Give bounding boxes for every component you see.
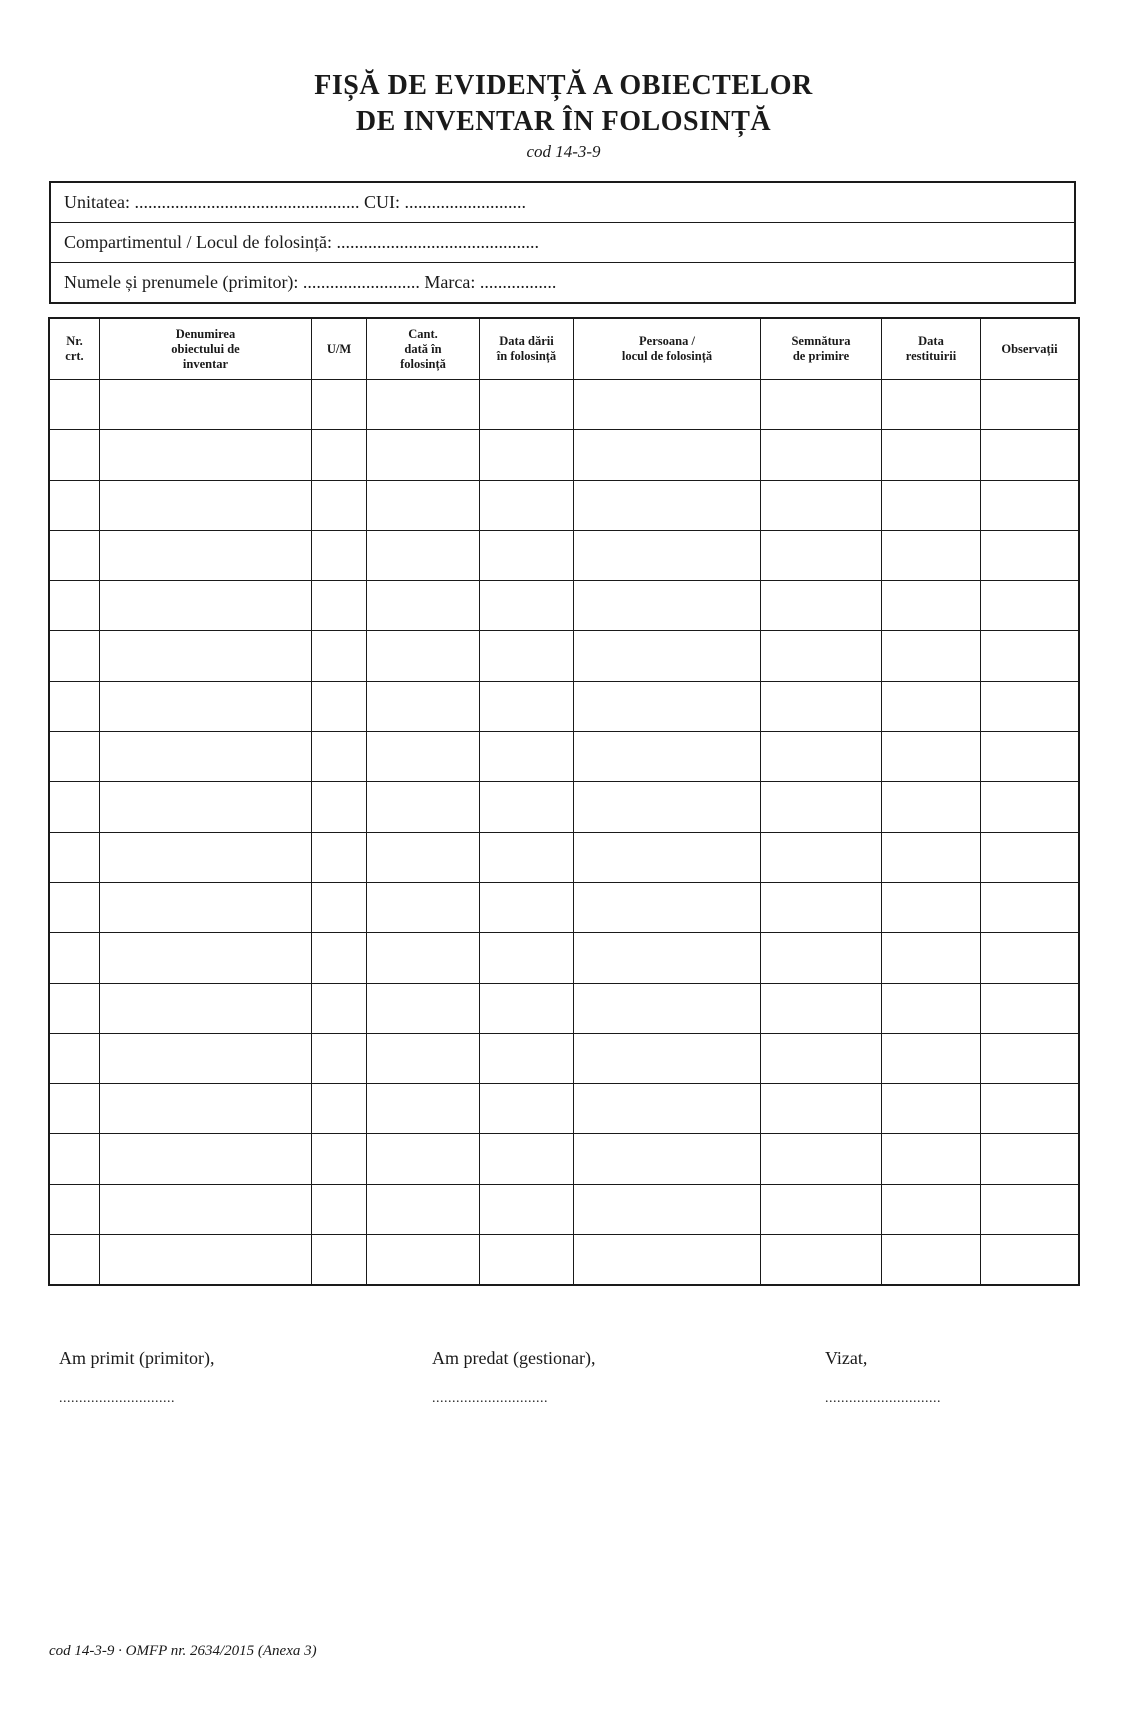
table-cell[interactable] [981, 681, 1079, 731]
table-cell[interactable] [312, 782, 367, 832]
table-cell[interactable] [480, 681, 574, 731]
table-cell[interactable] [981, 1134, 1079, 1184]
table-cell[interactable] [480, 1184, 574, 1234]
table-cell[interactable] [882, 1235, 981, 1285]
table-cell[interactable] [367, 782, 480, 832]
form-title [0, 68, 1127, 140]
table-cell[interactable] [574, 1184, 761, 1234]
table-cell[interactable] [367, 1235, 480, 1285]
footer-note: cod 14-3-9 · OMFP nr. 2634/2015 (Anexa 3) [49, 1643, 317, 1659]
table-body [50, 380, 1079, 1285]
table-cell[interactable] [574, 430, 761, 480]
table-cell[interactable] [480, 1235, 574, 1285]
table-cell[interactable] [367, 430, 480, 480]
table-cell[interactable] [981, 631, 1079, 681]
inventory-table [49, 318, 1079, 1285]
table-cell[interactable] [312, 1084, 367, 1134]
table-cell[interactable] [367, 530, 480, 580]
table-cell[interactable] [480, 782, 574, 832]
table-cell[interactable] [480, 983, 574, 1033]
table-cell[interactable] [574, 882, 761, 932]
table-cell[interactable] [480, 380, 574, 430]
recipient-field[interactable]: Numele și prenumele (primitor): .......................... Marca: ................. [64, 272, 557, 292]
received-label: Am primit (primitor), [59, 1348, 215, 1368]
approved-label: Vizat, [825, 1348, 868, 1368]
table-cell[interactable] [367, 882, 480, 932]
table-row [50, 631, 1079, 681]
table-cell[interactable] [761, 1084, 882, 1134]
table-cell[interactable] [50, 1134, 100, 1184]
table-cell[interactable] [50, 1033, 100, 1083]
table-cell[interactable] [761, 1134, 882, 1184]
table-cell[interactable] [574, 1235, 761, 1285]
title-line-2: DE INVENTAR ÎN FOLOSINȚĂ [355, 106, 772, 137]
table-row [50, 480, 1079, 530]
table-cell[interactable] [761, 1033, 882, 1083]
table-cell[interactable] [480, 933, 574, 983]
table-cell[interactable] [312, 631, 367, 681]
table-cell[interactable] [50, 1235, 100, 1285]
table-cell[interactable] [981, 882, 1079, 932]
table-cell[interactable] [981, 1235, 1079, 1285]
table-cell[interactable] [312, 882, 367, 932]
table-cell[interactable] [367, 1033, 480, 1083]
info-box [49, 181, 1076, 304]
col-header-quantity: Cant. dată în folosință [367, 319, 480, 380]
table-row [50, 380, 1079, 430]
table-cell[interactable] [50, 480, 100, 530]
col-header-return-date: Data restituirii [882, 319, 981, 380]
table-cell[interactable] [367, 1184, 480, 1234]
table-row [50, 1184, 1079, 1234]
table-row [50, 1235, 1079, 1285]
table-header-row [50, 319, 1079, 380]
table-cell[interactable] [882, 782, 981, 832]
table-cell[interactable] [50, 1184, 100, 1234]
table-cell[interactable] [574, 1033, 761, 1083]
table-cell[interactable] [981, 1084, 1079, 1134]
col-header-nr: Nr. crt. [50, 319, 100, 380]
table-cell[interactable] [312, 1033, 367, 1083]
table-cell[interactable] [981, 480, 1079, 530]
table-cell[interactable] [882, 581, 981, 631]
table-cell[interactable] [882, 832, 981, 882]
table-cell[interactable] [367, 983, 480, 1033]
table-cell[interactable] [981, 430, 1079, 480]
table-cell[interactable] [574, 1084, 761, 1134]
table-cell[interactable] [50, 832, 100, 882]
table-cell[interactable] [574, 832, 761, 882]
table-cell[interactable] [761, 782, 882, 832]
table-cell[interactable] [574, 480, 761, 530]
table-cell[interactable] [480, 882, 574, 932]
table-cell[interactable] [312, 983, 367, 1033]
table-cell[interactable] [50, 430, 100, 480]
table-cell[interactable] [882, 631, 981, 681]
signature-approved [825, 1348, 941, 1407]
table-row [50, 430, 1079, 480]
table-cell[interactable] [882, 380, 981, 430]
table-cell[interactable] [100, 1084, 312, 1134]
table-cell[interactable] [367, 581, 480, 631]
table-cell[interactable] [50, 380, 100, 430]
table-cell[interactable] [480, 480, 574, 530]
table-cell[interactable] [761, 732, 882, 782]
table-cell[interactable] [312, 430, 367, 480]
table-cell[interactable] [100, 480, 312, 530]
table-cell[interactable] [50, 732, 100, 782]
table-cell[interactable] [100, 430, 312, 480]
table-cell[interactable] [480, 581, 574, 631]
table-cell[interactable] [480, 430, 574, 480]
table-cell[interactable] [480, 530, 574, 580]
table-row [50, 732, 1079, 782]
table-cell[interactable] [480, 1134, 574, 1184]
table-cell[interactable] [312, 1184, 367, 1234]
table-cell[interactable] [882, 933, 981, 983]
table-cell[interactable] [100, 1134, 312, 1184]
received-signature-line[interactable]: ............................. [59, 1391, 175, 1406]
table-cell[interactable] [312, 933, 367, 983]
table-cell[interactable] [882, 1033, 981, 1083]
table-cell[interactable] [981, 581, 1079, 631]
table-cell[interactable] [981, 983, 1079, 1033]
table-cell[interactable] [480, 1033, 574, 1083]
table-cell[interactable] [50, 530, 100, 580]
table-cell[interactable] [882, 1084, 981, 1134]
col-header-issue-date: Data dării în folosință [480, 319, 574, 380]
table-cell[interactable] [100, 1235, 312, 1285]
table-cell[interactable] [761, 882, 882, 932]
form-code: cod 14-3-9 [526, 142, 601, 161]
table-cell[interactable] [100, 581, 312, 631]
table-cell[interactable] [50, 681, 100, 731]
table-cell[interactable] [312, 581, 367, 631]
table-cell[interactable] [761, 631, 882, 681]
table-row [50, 882, 1079, 932]
table-cell[interactable] [574, 530, 761, 580]
table-cell[interactable] [367, 480, 480, 530]
table-cell[interactable] [761, 983, 882, 1033]
table-cell[interactable] [981, 380, 1079, 430]
table-row [50, 782, 1079, 832]
table-cell[interactable] [574, 631, 761, 681]
table-cell[interactable] [574, 581, 761, 631]
handed-signature-line[interactable]: ............................. [432, 1391, 548, 1406]
table-cell[interactable] [312, 732, 367, 782]
table-cell[interactable] [312, 480, 367, 530]
col-header-unit: U/M [312, 319, 367, 380]
table-row [50, 933, 1079, 983]
table-cell[interactable] [100, 530, 312, 580]
table-cell[interactable] [100, 882, 312, 932]
department-field[interactable]: Compartimentul / Locul de folosință: ............................................. [51, 223, 1074, 263]
table-cell[interactable] [761, 681, 882, 731]
col-header-person-location: Persoana / locul de folosință [574, 319, 761, 380]
table-cell[interactable] [50, 782, 100, 832]
table-row [50, 983, 1079, 1033]
table-cell[interactable] [50, 631, 100, 681]
col-header-item-name: Denumirea obiectului de inventar [100, 319, 312, 380]
col-header-remarks: Observații [981, 319, 1079, 380]
table-cell[interactable] [367, 631, 480, 681]
table-cell[interactable] [574, 782, 761, 832]
table-cell[interactable] [574, 732, 761, 782]
table-cell[interactable] [50, 882, 100, 932]
table-cell[interactable] [100, 732, 312, 782]
table-cell[interactable] [574, 1134, 761, 1184]
table-cell[interactable] [100, 782, 312, 832]
table-cell[interactable] [480, 732, 574, 782]
table-cell[interactable] [882, 882, 981, 932]
table-cell[interactable] [882, 430, 981, 480]
table-cell[interactable] [50, 1084, 100, 1134]
table-row [50, 1084, 1079, 1134]
table-cell[interactable] [50, 983, 100, 1033]
table-cell[interactable] [574, 933, 761, 983]
table-cell[interactable] [367, 1134, 480, 1184]
table-cell[interactable] [312, 1235, 367, 1285]
table-cell[interactable] [761, 530, 882, 580]
table-row [50, 581, 1079, 631]
table-cell[interactable] [574, 681, 761, 731]
table-cell[interactable] [981, 1033, 1079, 1083]
table-cell[interactable] [367, 732, 480, 782]
table-cell[interactable] [480, 832, 574, 882]
table-cell[interactable] [761, 1235, 882, 1285]
table-cell[interactable] [761, 832, 882, 882]
table-cell[interactable] [312, 681, 367, 731]
table-cell[interactable] [367, 1084, 480, 1134]
table-cell[interactable] [882, 1184, 981, 1234]
signature-handed [432, 1348, 595, 1407]
table-cell[interactable] [100, 681, 312, 731]
table-cell[interactable] [367, 933, 480, 983]
table-cell[interactable] [50, 933, 100, 983]
table-cell[interactable] [100, 933, 312, 983]
col-header-signature: Semnătura de primire [761, 319, 882, 380]
approved-signature-line[interactable]: ............................. [825, 1391, 941, 1406]
table-cell[interactable] [882, 681, 981, 731]
table-cell[interactable] [981, 782, 1079, 832]
table-cell[interactable] [761, 581, 882, 631]
handed-label: Am predat (gestionar), [432, 1348, 596, 1368]
table-cell[interactable] [312, 1134, 367, 1184]
table-cell[interactable] [761, 430, 882, 480]
title-line-1: FIȘĂ DE EVIDENȚĂ A OBIECTELOR [314, 70, 813, 101]
table-cell[interactable] [574, 983, 761, 1033]
table-row [50, 832, 1079, 882]
table-cell[interactable] [882, 1134, 981, 1184]
table-cell[interactable] [882, 530, 981, 580]
table-cell[interactable] [480, 631, 574, 681]
table-cell[interactable] [574, 380, 761, 430]
table-cell[interactable] [981, 832, 1079, 882]
table-cell[interactable] [761, 933, 882, 983]
table-cell[interactable] [761, 1184, 882, 1234]
table-cell[interactable] [981, 732, 1079, 782]
table-row [50, 1033, 1079, 1083]
table-cell[interactable] [100, 832, 312, 882]
table-cell[interactable] [367, 380, 480, 430]
signature-received [59, 1348, 214, 1407]
table-cell[interactable] [312, 530, 367, 580]
table-cell[interactable] [761, 480, 882, 530]
table-cell[interactable] [100, 1033, 312, 1083]
table-cell[interactable] [100, 983, 312, 1033]
table-cell[interactable] [981, 530, 1079, 580]
table-cell[interactable] [480, 1084, 574, 1134]
table-cell[interactable] [100, 380, 312, 430]
table-cell[interactable] [882, 480, 981, 530]
table-cell[interactable] [981, 933, 1079, 983]
table-cell[interactable] [981, 1184, 1079, 1234]
unit-field[interactable]: Unitatea: .................................................. CUI: ........................... [51, 183, 1074, 223]
table-cell[interactable] [50, 581, 100, 631]
table-cell[interactable] [312, 832, 367, 882]
table-cell[interactable] [761, 380, 882, 430]
table-cell[interactable] [882, 983, 981, 1033]
table-cell[interactable] [882, 732, 981, 782]
table-cell[interactable] [100, 1184, 312, 1234]
table-cell[interactable] [367, 832, 480, 882]
table-cell[interactable] [100, 631, 312, 681]
table-row [50, 681, 1079, 731]
table-cell[interactable] [312, 380, 367, 430]
table-cell[interactable] [367, 681, 480, 731]
table-row [50, 1134, 1079, 1184]
table-row [50, 530, 1079, 580]
